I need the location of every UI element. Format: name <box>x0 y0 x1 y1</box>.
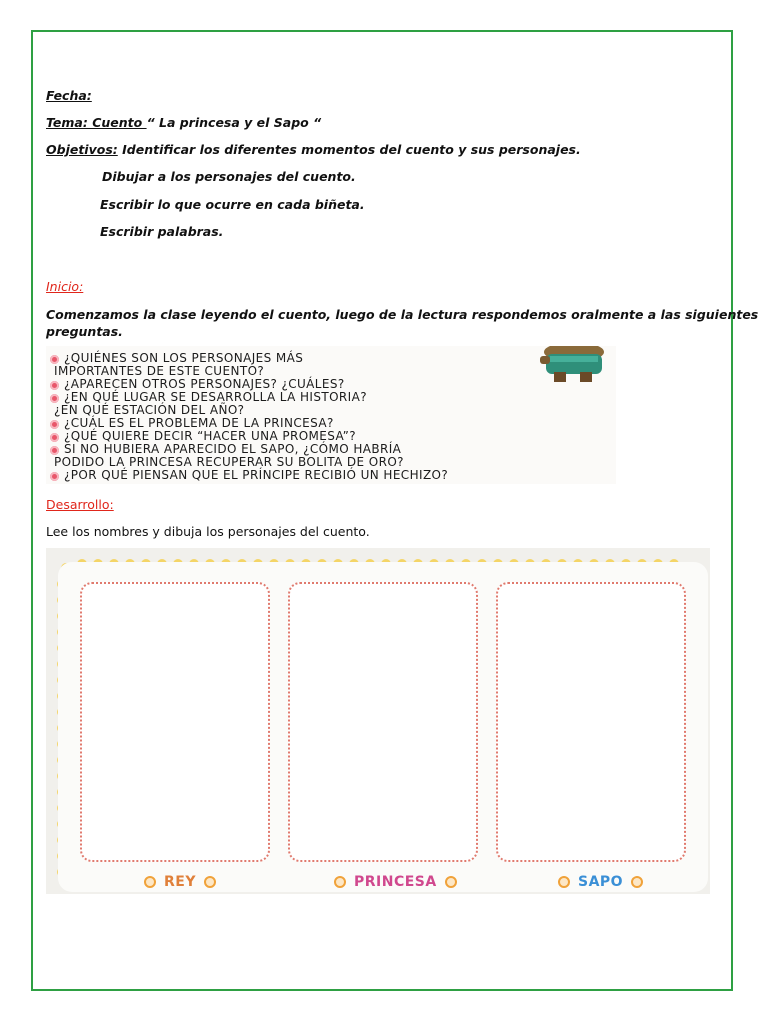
label-rey <box>136 874 224 890</box>
tema-line <box>46 115 321 130</box>
objetivos-text: Identificar los diferentes momentos del cuento y sus personajes. <box>117 142 581 157</box>
label-dot-icon <box>558 876 570 888</box>
question-line: ¿QUIÉNES SON LOS PERSONAJES MÁS <box>64 351 304 365</box>
question-bullet-icon <box>50 420 59 429</box>
drawing-frame-princesa[interactable] <box>288 582 478 862</box>
questions-image <box>46 346 616 484</box>
question-line: ¿EN QUÉ ESTACIÓN DEL AÑO? <box>54 403 245 417</box>
objetivo-item-2: Escribir lo que ocurre en cada biñeta. <box>100 197 365 212</box>
tema-label: Tema: Cuento <box>46 115 147 130</box>
inicio-heading: Inicio: <box>46 279 84 294</box>
objetivo-item-3: Escribir palabras. <box>100 224 224 239</box>
question-line: ¿CUÁL ES EL PROBLEMA DE LA PRINCESA? <box>64 416 334 430</box>
objetivo-item-1: Dibujar a los personajes del cuento. <box>102 169 356 184</box>
question-bullet-icon <box>50 381 59 390</box>
desarrollo-instruction: Lee los nombres y dibuja los personajes del cuento. <box>46 524 370 539</box>
label-princesa <box>326 874 465 890</box>
question-line: PODIDO LA PRINCESA RECUPERAR SU BOLITA DE ORO? <box>54 455 404 469</box>
desarrollo-heading: Desarrollo: <box>46 497 114 512</box>
question-bullet-icon <box>50 446 59 455</box>
label-dot-icon <box>334 876 346 888</box>
label-text: SAPO <box>578 874 624 890</box>
question-bullet-icon <box>50 433 59 442</box>
question-line: SI NO HUBIERA APARECIDO EL SAPO, ¿CÓMO HABRÍA <box>64 442 402 456</box>
question-line: ¿APARECEN OTROS PERSONAJES? ¿CUÁLES? <box>64 377 345 391</box>
drawing-frame-sapo[interactable] <box>496 582 686 862</box>
label-sapo <box>550 874 651 890</box>
question-bullet-icon <box>50 472 59 481</box>
inicio-text-line-1: Comenzamos la clase leyendo el cuento, luego de la lectura respondemos oralmente a las siguientes <box>46 307 759 322</box>
question-line: ¿POR QUÉ PIENSAN QUE EL PRÍNCIPE RECIBIÓ UN HECHIZO? <box>64 468 449 482</box>
drawing-frame-rey[interactable] <box>80 582 270 862</box>
tema-value: “ La princesa y el Sapo “ <box>146 115 322 130</box>
inicio-text-line-2: preguntas. <box>46 324 123 339</box>
label-text: REY <box>164 874 196 890</box>
label-dot-icon <box>631 876 643 888</box>
objetivos-line <box>46 142 581 157</box>
question-line: IMPORTANTES DE ESTE CUENTO? <box>54 364 265 378</box>
question-line: ¿EN QUÉ LUGAR SE DESARROLLA LA HISTORIA? <box>64 390 367 404</box>
fecha-label: Fecha: <box>46 88 92 103</box>
question-line: ¿QUÉ QUIERE DECIR “HACER UNA PROMESA”? <box>64 429 357 443</box>
label-dot-icon <box>144 876 156 888</box>
question-bullet-icon <box>50 394 59 403</box>
label-text: PRINCESA <box>354 874 437 890</box>
frog-illustration <box>536 346 616 386</box>
label-dot-icon <box>445 876 457 888</box>
label-dot-icon <box>204 876 216 888</box>
drawing-worksheet <box>46 548 710 894</box>
objetivos-label: Objetivos: <box>46 142 118 157</box>
question-bullet-icon <box>50 355 59 364</box>
